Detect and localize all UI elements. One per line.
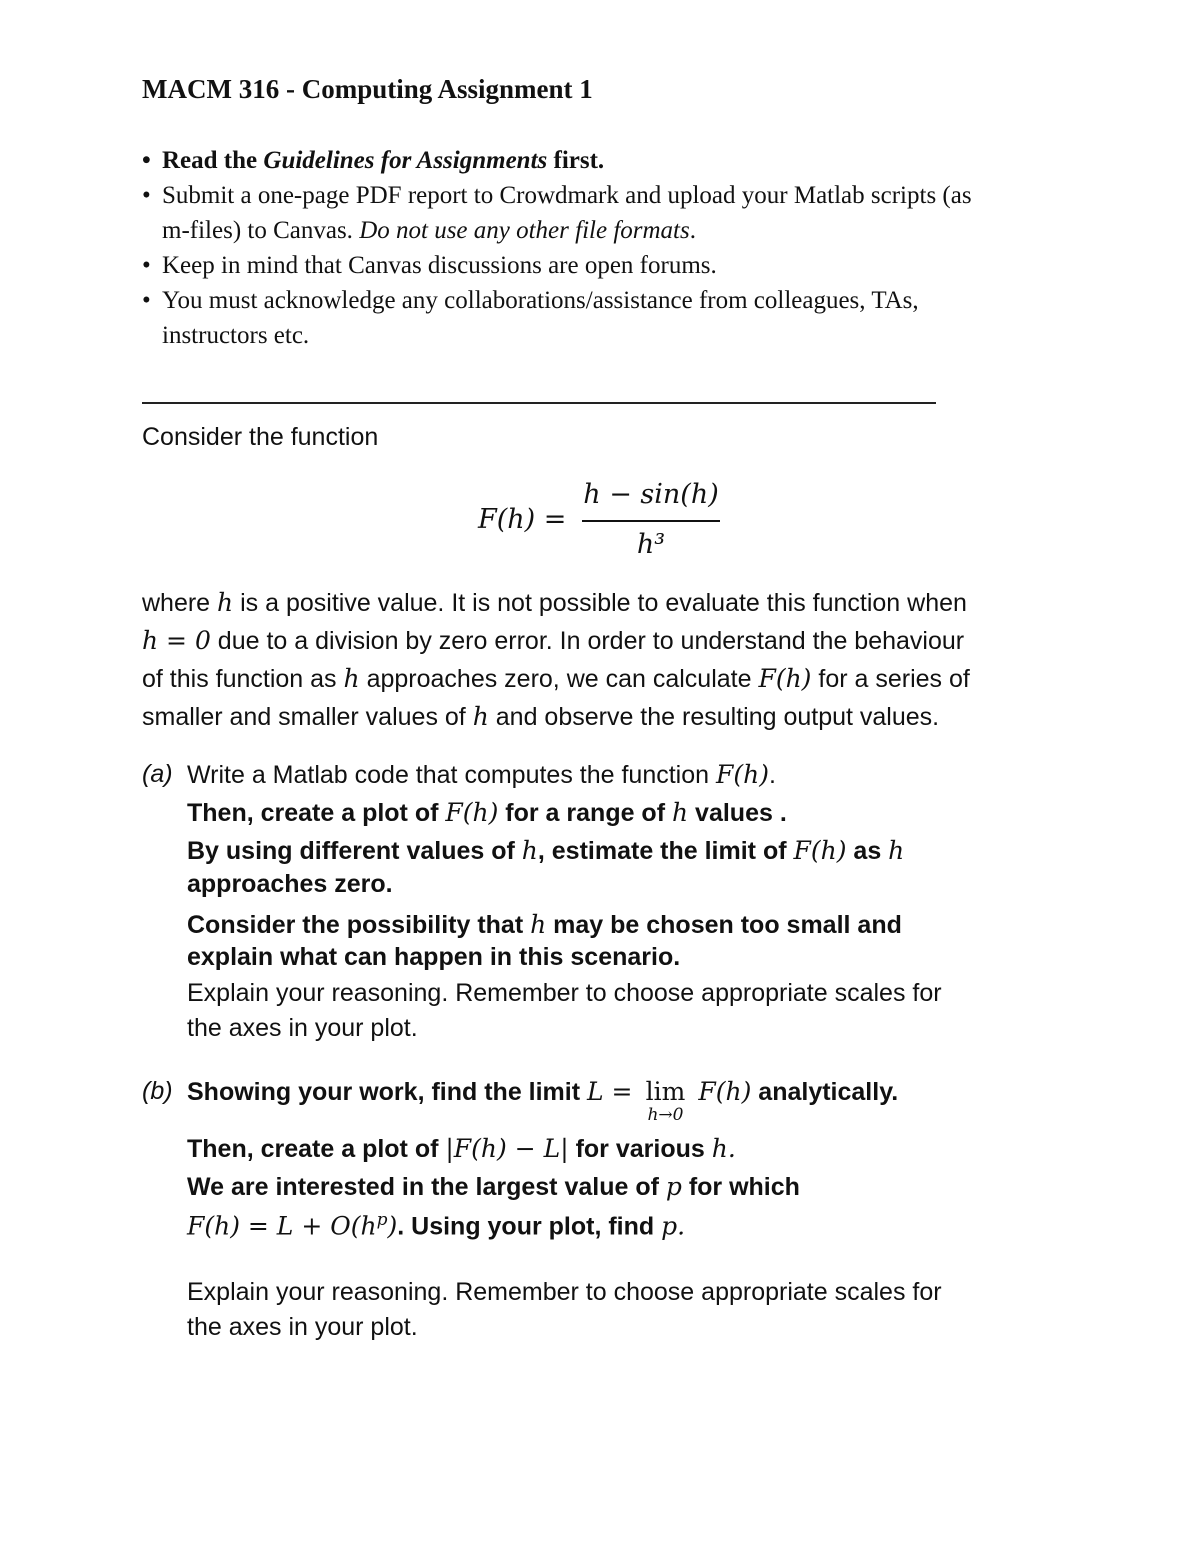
part-b-label: (b): [142, 1077, 173, 1105]
page-title: MACM 316 - Computing Assignment 1: [142, 74, 593, 104]
limit-operator: lim h→0: [640, 1077, 690, 1106]
instruction-submit: • Submit a one-page PDF report to Crowdmark and upload your Matlab scripts (as m-files) to Canvas. Do not use any other file formats.: [142, 178, 1102, 248]
part-a-body: Write a Matlab code that computes the function F(h). Then, create a plot of F(h) for a range of h values . By using different values of h, estimate the limit of F(h) as h approaches zero. Consider the possibility that h may be chosen too small and explain what can happen in this scenario. Explain your reasoning. Remember to choose appropriate scales for the axes in your plot.: [187, 760, 942, 1042]
bullet-icon: •: [142, 182, 151, 209]
limit-subscript: h→0: [647, 1105, 684, 1125]
intro-text: Consider the function: [142, 423, 379, 451]
fraction-bar: [582, 520, 720, 522]
formula-denominator: h³: [636, 529, 666, 560]
bullet-icon: •: [142, 147, 151, 174]
part-b-body: Showing your work, find the limit L = lim h→0 F(h) analytically. Then, create a plot of |F(h) − L| for various h. We are interested in the largest value of p for which $F(h) = L + O(h^p)$. Using your plot, find p. Explain your reasoning. Remember to choose appropriate scales for the axes in your plot.: [187, 1077, 942, 1341]
bullet-icon: •: [142, 287, 151, 314]
guidelines-title: Guidelines for Assignments: [263, 147, 548, 174]
formula-lhs: F(h) =: [478, 504, 567, 535]
formula-numerator: h − sin(h): [583, 479, 719, 510]
description-paragraph: where h is a positive value. It is not possible to evaluate this function when h = 0 due to a division by zero error. In order to understand the behaviour of this function as h approaches zero, we can calculate F(h) for a series of smaller and smaller values of h and observe the resulting output values.: [142, 588, 970, 731]
part-a-label: (a): [142, 760, 173, 788]
formula-fraction: [582, 476, 720, 564]
instructions-list: [142, 143, 1102, 353]
bullet-icon: •: [142, 252, 151, 279]
horizontal-divider: [142, 402, 936, 404]
instruction-read-guidelines: • Read the Guidelines for Assignments first.: [142, 143, 1102, 178]
instruction-canvas-forums: • Keep in mind that Canvas discussions are open forums.: [142, 248, 1102, 283]
instruction-acknowledge: • You must acknowledge any collaborations/assistance from colleagues, TAs, instructors etc.: [142, 283, 1102, 353]
